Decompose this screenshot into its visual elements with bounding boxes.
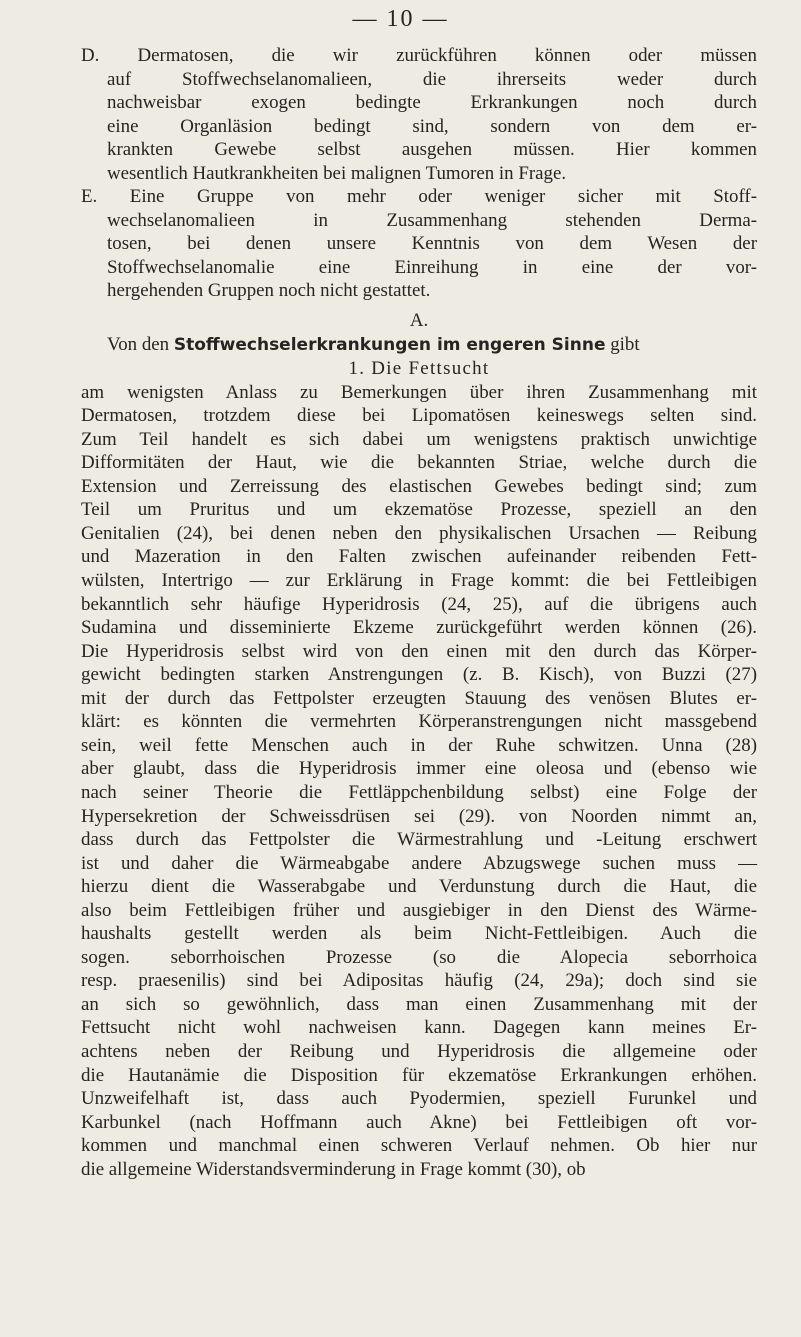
body-line: dass durch das Fettpolster die Wärmestrahlung und -Leitung erschwert	[81, 829, 757, 851]
section-e	[81, 185, 757, 303]
body-line: Genitalien (24), bei denen neben den physikalischen Ursachen — Reibung	[81, 522, 757, 544]
body-line: Difformitäten der Haut, wie die bekannten Striae, welche durch die	[81, 452, 757, 474]
body-line: hierzu dient die Wasserabgabe und Verdunstung durch die Haut, die	[81, 876, 757, 898]
body-line: Teil um Pruritus und um ekzematöse Prozesse, speziell an den	[81, 499, 757, 521]
body-line: also beim Fettleibigen früher und ausgiebiger in den Dienst des Wärme-	[81, 899, 757, 921]
body-line: Fettsucht nicht wohl nachweisen kann. Dagegen kann meines Er-	[81, 1017, 757, 1039]
section-d-line: wesentlich Hautkrankheiten bei malignen Tumoren in Frage.	[107, 162, 567, 184]
body-line: resp. praesenilis) sind bei Adipositas häufig (24, 29a); doch sind sie	[81, 970, 757, 992]
body-line: achtens neben der Reibung und Hyperidrosis die allgemeine oder	[81, 1040, 757, 1062]
body-line: Die Hyperidrosis selbst wird von den einen mit den durch das Körper-	[81, 640, 757, 662]
body-line: sogen. seborrhoischen Prozesse (so die Alopecia seborrhoica	[81, 946, 757, 968]
section-d-line: D. Dermatosen, die wir zurückführen können oder müssen	[81, 45, 757, 66]
section-e-line: hergehenden Gruppen noch nicht gestattet.	[107, 280, 431, 302]
body-line: ist und daher die Wärmeabgabe andere Abzugswege suchen muss —	[81, 852, 757, 874]
body-line: Unzweifelhaft ist, dass auch Pyodermien, speziell Furunkel und	[81, 1088, 757, 1110]
intro-pre: Von den	[107, 333, 174, 355]
section-d	[81, 44, 757, 185]
body-line: am wenigsten Anlass zu Bemerkungen über ihren Zusammenhang mit	[81, 381, 757, 403]
body-line: klärt: es könnten die vermehrten Körperanstrengungen nicht massgebend	[81, 711, 757, 733]
body-line: die Hautanämie die Disposition für ekzematöse Erkrankungen erhöhen.	[81, 1064, 757, 1086]
page-number: — 10 —	[352, 6, 449, 32]
body-text	[81, 381, 757, 1182]
body-line: Zum Teil handelt es sich dabei um wenigstens praktisch unwichtige	[81, 428, 757, 450]
section-e-line: Stoffwechselanomalie eine Einreihung in eine der vor-	[107, 256, 757, 278]
body-line: gewicht bedingten starken Anstrengungen (z. B. Kisch), von Buzzi (27)	[81, 664, 757, 686]
body-line: Sudamina und disseminierte Ekzeme zurückgeführt werden können (26).	[81, 617, 757, 639]
section-d-line: krankten Gewebe selbst ausgehen müssen. Hier kommen	[107, 139, 757, 161]
body-line: die allgemeine Widerstandsverminderung in Frage kommt (30), ob	[81, 1158, 586, 1180]
intro-bold: Stoffwechselerkrankungen im engeren Sinne	[173, 334, 606, 355]
section-d-line: nachweisbar exogen bedingte Erkrankungen noch durch	[107, 92, 757, 114]
body-line: Dermatosen, trotzdem diese bei Lipomatösen keineswegs selten sind.	[81, 405, 757, 427]
body-line: aber glaubt, dass die Hyperidrosis immer eine oleosa und (ebenso wie	[81, 758, 757, 780]
body-line: Karbunkel (nach Hoffmann auch Akne) bei Fettleibigen oft vor-	[81, 1111, 757, 1133]
section-d-line: eine Organläsion bedingt sind, sondern von dem er-	[107, 115, 757, 137]
intro-line	[81, 333, 757, 358]
body-line: Hypersekretion der Schweissdrüsen sei (29). von Noorden nimmt an,	[81, 805, 757, 827]
body-line: nach seiner Theorie die Fettläppchenbildung selbst) eine Folge der	[81, 781, 757, 803]
page-text	[81, 44, 757, 1181]
body-line: Extension und Zerreissung des elastischen Gewebes bedingt sind; zum	[81, 475, 757, 497]
body-line: und Mazeration in den Falten zwischen aufeinander reibenden Fett-	[81, 546, 757, 568]
body-line: wülsten, Intertrigo — zur Erklärung in Frage kommt: die bei Fettleibigen	[81, 570, 757, 592]
body-line: bekanntlich sehr häufige Hyperidrosis (24, 25), auf die übrigens auch	[81, 593, 757, 615]
section-d-line: auf Stoffwechselanomalieen, die ihrerseits weder durch	[107, 68, 757, 90]
intro-post: gibt	[605, 333, 640, 355]
section-e-line: tosen, bei denen unsere Kenntnis von dem Wesen der	[107, 233, 757, 255]
section-e-line: E. Eine Gruppe von mehr oder weniger sicher mit Stoff-	[81, 186, 757, 208]
section-e-line: wechselanomalieen in Zusammenhang stehenden Derma-	[107, 209, 757, 231]
body-line: mit der durch das Fettpolster erzeugten Stauung des venösen Blutes er-	[81, 687, 757, 709]
body-line: kommen und manchmal einen schweren Verlauf nehmen. Ob hier nur	[81, 1135, 757, 1157]
body-line: haushalts gestellt werden als beim Nicht-Fettleibigen. Auch die	[81, 923, 757, 945]
body-line: an sich so gewöhnlich, dass man einen Zusammenhang mit der	[81, 993, 757, 1015]
subheading: 1. Die Fettsucht	[348, 358, 490, 380]
section-heading-a: A.	[409, 310, 429, 332]
body-line: sein, weil fette Menschen auch in der Ruhe schwitzen. Unna (28)	[81, 734, 757, 756]
